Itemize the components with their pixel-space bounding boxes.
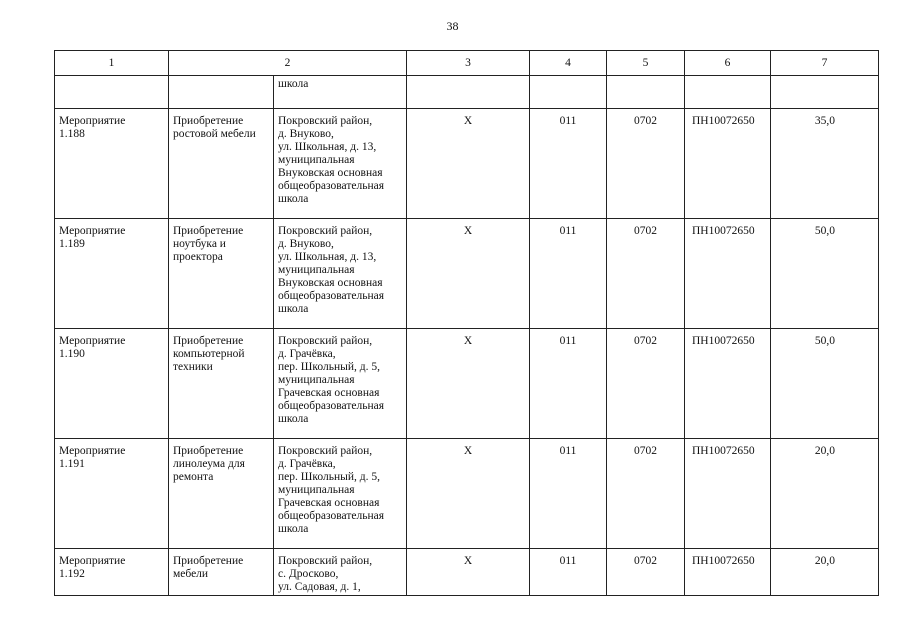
cell-name-line: линолеума для xyxy=(173,458,245,470)
cell-name-line: техники xyxy=(173,361,213,373)
cell-address xyxy=(274,219,407,329)
table-row xyxy=(55,439,879,549)
cell-event xyxy=(55,549,169,596)
cell-event-line: 1.191 xyxy=(59,458,85,470)
cell-event-line: Мероприятие xyxy=(59,115,126,127)
cell-name-line: компьютерной xyxy=(173,348,245,360)
cell-event xyxy=(55,109,169,219)
cell-event-line: Мероприятие xyxy=(59,335,126,347)
cell-col5: 0702 xyxy=(607,439,685,549)
cell-name-line: ремонта xyxy=(173,471,214,483)
cell-col3: Х xyxy=(407,329,530,439)
cell-col7: 20,0 xyxy=(771,549,879,596)
cell-address xyxy=(274,76,407,109)
cell-address xyxy=(274,329,407,439)
cell-col4 xyxy=(530,76,607,109)
table-row xyxy=(55,219,879,329)
cell-name xyxy=(169,549,274,596)
cell-address-line: Покровский район, xyxy=(278,335,373,347)
cell-address-line: общеобразовательная xyxy=(278,510,384,522)
cell-address-line: Грачевская основная xyxy=(278,497,380,509)
table-row xyxy=(55,109,879,219)
cell-col5: 0702 xyxy=(607,219,685,329)
cell-name-line: проектора xyxy=(173,251,223,263)
cell-name xyxy=(169,439,274,549)
cell-name xyxy=(169,329,274,439)
cell-address-line: пер. Школьный, д. 5, xyxy=(278,361,380,373)
cell-col6: ПН10072650 xyxy=(685,329,771,439)
cell-address-line: муниципальная xyxy=(278,154,355,166)
cell-event-line: 1.189 xyxy=(59,238,85,250)
cell-col4: 011 xyxy=(530,329,607,439)
cell-address-line: с. Дросково, xyxy=(278,568,339,580)
cell-address xyxy=(274,439,407,549)
cell-address xyxy=(274,109,407,219)
cell-event-line: 1.190 xyxy=(59,348,85,360)
cell-event xyxy=(55,329,169,439)
cell-col7: 35,0 xyxy=(771,109,879,219)
cell-col5 xyxy=(607,76,685,109)
budget-table xyxy=(54,50,879,596)
cell-address-line: муниципальная xyxy=(278,264,355,276)
cell-col6: ПН10072650 xyxy=(685,109,771,219)
cell-address-line: д. Внуково, xyxy=(278,238,334,250)
cell-name-line: Приобретение xyxy=(173,225,244,237)
cell-col4: 011 xyxy=(530,549,607,596)
cell-address-line: д. Грачёвка, xyxy=(278,348,336,360)
cell-event xyxy=(55,219,169,329)
cell-address-line: общеобразовательная xyxy=(278,180,384,192)
cell-col4: 011 xyxy=(530,439,607,549)
cell-name xyxy=(169,109,274,219)
cell-address-line: школа xyxy=(278,303,309,315)
col-header-1: 1 xyxy=(55,51,169,76)
cell-address-line: Покровский район, xyxy=(278,225,373,237)
cell-address-line: д. Грачёвка, xyxy=(278,458,336,470)
cell-event-line: 1.192 xyxy=(59,568,85,580)
cell-event-line: Мероприятие xyxy=(59,225,126,237)
cell-address-line: д. Внуково, xyxy=(278,128,334,140)
table-row xyxy=(55,549,879,596)
cell-name xyxy=(169,219,274,329)
cell-address-line: школа xyxy=(278,193,309,205)
cell-address-line: Покровский район, xyxy=(278,555,373,567)
cell-address-line: Покровский район, xyxy=(278,115,373,127)
address-line: школа xyxy=(278,78,309,90)
cell-col6: ПН10072650 xyxy=(685,219,771,329)
cell-address-line: Внуковская основная xyxy=(278,167,383,179)
col-header-3: 3 xyxy=(407,51,530,76)
cell-col3: Х xyxy=(407,549,530,596)
cell-col3: Х xyxy=(407,219,530,329)
cell-col5: 0702 xyxy=(607,329,685,439)
cell-col3: Х xyxy=(407,109,530,219)
cell-col6 xyxy=(685,76,771,109)
col-header-5: 5 xyxy=(607,51,685,76)
cell-address-line: Грачевская основная xyxy=(278,387,380,399)
cell-col4: 011 xyxy=(530,109,607,219)
cell-address-line: школа xyxy=(278,523,309,535)
cell-address-line: ул. Школьная, д. 13, xyxy=(278,251,377,263)
cell-event xyxy=(55,76,169,109)
cell-address-line: Покровский район, xyxy=(278,445,373,457)
cell-name-line: Приобретение xyxy=(173,555,244,567)
cell-address-line: общеобразовательная xyxy=(278,290,384,302)
cell-event-line: Мероприятие xyxy=(59,445,126,457)
column-number-row xyxy=(55,51,879,76)
cell-address-line: муниципальная xyxy=(278,374,355,386)
cell-address-line: ул. Школьная, д. 13, xyxy=(278,141,377,153)
cell-col7: 50,0 xyxy=(771,329,879,439)
cell-address-line: пер. Школьный, д. 5, xyxy=(278,471,380,483)
continuation-row xyxy=(55,76,879,109)
cell-event-line: 1.188 xyxy=(59,128,85,140)
cell-col7: 50,0 xyxy=(771,219,879,329)
cell-name-line: Приобретение xyxy=(173,335,244,347)
cell-name-line: Приобретение xyxy=(173,445,244,457)
col-header-4: 4 xyxy=(530,51,607,76)
cell-name-line: Приобретение xyxy=(173,115,244,127)
cell-address-line: муниципальная xyxy=(278,484,355,496)
cell-address-line: школа xyxy=(278,413,309,425)
cell-col3 xyxy=(407,76,530,109)
cell-name-line: мебели xyxy=(173,568,209,580)
cell-col6: ПН10072650 xyxy=(685,439,771,549)
cell-col4: 011 xyxy=(530,219,607,329)
cell-name-line: ростовой мебели xyxy=(173,128,256,140)
cell-col6: ПН10072650 xyxy=(685,549,771,596)
cell-address xyxy=(274,549,407,596)
page-number: 38 xyxy=(446,19,459,33)
cell-name-line: ноутбука и xyxy=(173,238,226,250)
cell-event-line: Мероприятие xyxy=(59,555,126,567)
cell-col5: 0702 xyxy=(607,109,685,219)
cell-name xyxy=(169,76,274,109)
col-header-6: 6 xyxy=(685,51,771,76)
cell-event xyxy=(55,439,169,549)
table-row xyxy=(55,329,879,439)
cell-col7: 20,0 xyxy=(771,439,879,549)
col-header-2: 2 xyxy=(169,51,407,76)
cell-address-line: ул. Садовая, д. 1, xyxy=(278,581,361,593)
cell-address-line: общеобразовательная xyxy=(278,400,384,412)
cell-col5: 0702 xyxy=(607,549,685,596)
cell-col7 xyxy=(771,76,879,109)
cell-address-line: Внуковская основная xyxy=(278,277,383,289)
cell-col3: Х xyxy=(407,439,530,549)
col-header-7: 7 xyxy=(771,51,879,76)
